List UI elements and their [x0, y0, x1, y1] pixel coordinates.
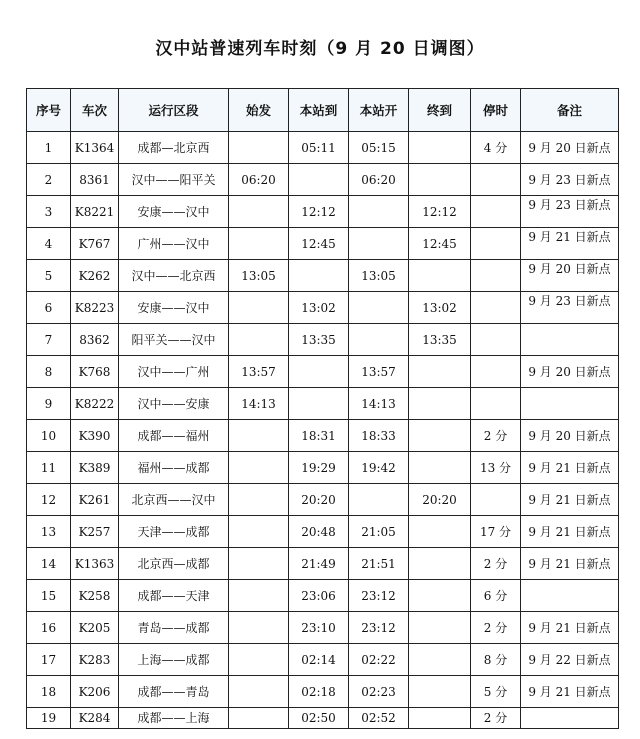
cell-stop: 8 分: [471, 644, 521, 676]
cell-remark: [521, 388, 619, 420]
cell-train: K205: [71, 612, 119, 644]
cell-train: K8222: [71, 388, 119, 420]
cell-train: K257: [71, 516, 119, 548]
cell-stop: 6 分: [471, 580, 521, 612]
table-row: [27, 452, 619, 484]
cell-terminal: [409, 708, 471, 729]
cell-remark: 9 月 21 日新点: [521, 228, 619, 260]
cell-depart: [349, 228, 409, 260]
cell-stop: [471, 356, 521, 388]
table-row: [27, 420, 619, 452]
cell-origin: [229, 132, 289, 164]
cell-arrive: 12:12: [289, 196, 349, 228]
cell-remark: 9 月 23 日新点: [521, 196, 619, 228]
cell-depart: 06:20: [349, 164, 409, 196]
cell-depart: 18:33: [349, 420, 409, 452]
cell-train: K390: [71, 420, 119, 452]
table-row: [27, 324, 619, 356]
col-header-depart: 本站开: [349, 89, 409, 132]
cell-train: K768: [71, 356, 119, 388]
cell-route: 汉中——广州: [119, 356, 229, 388]
cell-no: 1: [27, 132, 71, 164]
col-header-train: 车次: [71, 89, 119, 132]
table-row: [27, 292, 619, 324]
cell-terminal: [409, 260, 471, 292]
cell-no: 16: [27, 612, 71, 644]
cell-terminal: [409, 612, 471, 644]
cell-remark: 9 月 23 日新点: [521, 292, 619, 324]
cell-no: 10: [27, 420, 71, 452]
cell-origin: [229, 612, 289, 644]
table-row: [27, 260, 619, 292]
page-title: 汉中站普速列车时刻（9 月 20 日调图）: [155, 39, 485, 59]
table-row: [27, 388, 619, 420]
cell-origin: 13:57: [229, 356, 289, 388]
cell-origin: [229, 452, 289, 484]
cell-terminal: [409, 644, 471, 676]
cell-arrive: [289, 388, 349, 420]
cell-route: 安康——汉中: [119, 196, 229, 228]
cell-stop: 13 分: [471, 452, 521, 484]
cell-depart: [349, 324, 409, 356]
cell-remark: 9 月 22 日新点: [521, 644, 619, 676]
cell-terminal: [409, 132, 471, 164]
cell-no: 13: [27, 516, 71, 548]
cell-route: 广州——汉中: [119, 228, 229, 260]
cell-remark: 9 月 20 日新点: [521, 356, 619, 388]
cell-depart: 23:12: [349, 612, 409, 644]
cell-route: 阳平关——汉中: [119, 324, 229, 356]
cell-origin: 06:20: [229, 164, 289, 196]
table-row: [27, 676, 619, 708]
cell-no: 2: [27, 164, 71, 196]
cell-arrive: 02:14: [289, 644, 349, 676]
col-header-arrive: 本站到: [289, 89, 349, 132]
cell-no: 14: [27, 548, 71, 580]
cell-depart: 13:57: [349, 356, 409, 388]
cell-origin: [229, 292, 289, 324]
cell-stop: 2 分: [471, 420, 521, 452]
cell-no: 12: [27, 484, 71, 516]
cell-depart: [349, 292, 409, 324]
cell-arrive: 23:10: [289, 612, 349, 644]
cell-no: 8: [27, 356, 71, 388]
col-header-route: 运行区段: [119, 89, 229, 132]
cell-train: K8223: [71, 292, 119, 324]
cell-arrive: 13:02: [289, 292, 349, 324]
cell-depart: 02:23: [349, 676, 409, 708]
col-header-no: 序号: [27, 89, 71, 132]
cell-remark: 9 月 21 日新点: [521, 516, 619, 548]
col-header-remark: 备注: [521, 89, 619, 132]
cell-arrive: 19:29: [289, 452, 349, 484]
cell-no: 18: [27, 676, 71, 708]
table-row: [27, 548, 619, 580]
cell-route: 福州——成都: [119, 452, 229, 484]
cell-route: 成都——青岛: [119, 676, 229, 708]
cell-no: 11: [27, 452, 71, 484]
cell-origin: 14:13: [229, 388, 289, 420]
cell-stop: [471, 228, 521, 260]
cell-route: 青岛——成都: [119, 612, 229, 644]
cell-stop: [471, 324, 521, 356]
table-body: [27, 132, 619, 729]
cell-train: K1363: [71, 548, 119, 580]
table-row: [27, 708, 619, 729]
table-row: [27, 516, 619, 548]
cell-stop: 17 分: [471, 516, 521, 548]
cell-no: 5: [27, 260, 71, 292]
cell-stop: 4 分: [471, 132, 521, 164]
cell-arrive: 18:31: [289, 420, 349, 452]
cell-route: 汉中——北京西: [119, 260, 229, 292]
col-header-stop: 停时: [471, 89, 521, 132]
table-row: [27, 484, 619, 516]
cell-train: 8362: [71, 324, 119, 356]
cell-stop: [471, 484, 521, 516]
cell-terminal: [409, 548, 471, 580]
cell-no: 7: [27, 324, 71, 356]
cell-depart: 05:15: [349, 132, 409, 164]
table-row: [27, 164, 619, 196]
cell-terminal: [409, 676, 471, 708]
cell-remark: 9 月 21 日新点: [521, 452, 619, 484]
cell-depart: 23:12: [349, 580, 409, 612]
cell-arrive: 02:18: [289, 676, 349, 708]
cell-remark: 9 月 21 日新点: [521, 484, 619, 516]
cell-stop: [471, 260, 521, 292]
cell-terminal: [409, 420, 471, 452]
cell-depart: 21:51: [349, 548, 409, 580]
cell-remark: 9 月 21 日新点: [521, 676, 619, 708]
cell-terminal: 12:45: [409, 228, 471, 260]
cell-depart: 02:22: [349, 644, 409, 676]
cell-route: 成都——上海: [119, 708, 229, 729]
cell-route: 北京西——汉中: [119, 484, 229, 516]
cell-origin: [229, 644, 289, 676]
cell-route: 汉中——阳平关: [119, 164, 229, 196]
timetable: [26, 88, 619, 729]
cell-no: 4: [27, 228, 71, 260]
header-row: [27, 89, 619, 132]
table-row: [27, 356, 619, 388]
cell-depart: 21:05: [349, 516, 409, 548]
cell-terminal: 13:02: [409, 292, 471, 324]
cell-terminal: 12:12: [409, 196, 471, 228]
cell-origin: [229, 676, 289, 708]
cell-no: 19: [27, 708, 71, 729]
cell-route: 成都—北京西: [119, 132, 229, 164]
cell-stop: [471, 388, 521, 420]
cell-terminal: [409, 580, 471, 612]
cell-terminal: [409, 516, 471, 548]
table-row: [27, 644, 619, 676]
cell-no: 17: [27, 644, 71, 676]
cell-train: K8221: [71, 196, 119, 228]
cell-remark: 9 月 20 日新点: [521, 260, 619, 292]
cell-remark: 9 月 21 日新点: [521, 548, 619, 580]
cell-arrive: 05:11: [289, 132, 349, 164]
cell-train: 8361: [71, 164, 119, 196]
cell-origin: [229, 228, 289, 260]
table-row: [27, 580, 619, 612]
cell-terminal: 20:20: [409, 484, 471, 516]
cell-train: K284: [71, 708, 119, 729]
cell-arrive: 20:48: [289, 516, 349, 548]
cell-terminal: [409, 388, 471, 420]
cell-remark: 9 月 23 日新点: [521, 164, 619, 196]
cell-remark: 9 月 20 日新点: [521, 132, 619, 164]
cell-origin: [229, 484, 289, 516]
cell-arrive: [289, 260, 349, 292]
cell-origin: [229, 196, 289, 228]
cell-terminal: [409, 356, 471, 388]
table-row: [27, 132, 619, 164]
cell-route: 汉中——安康: [119, 388, 229, 420]
cell-stop: 5 分: [471, 676, 521, 708]
cell-stop: [471, 196, 521, 228]
cell-origin: [229, 324, 289, 356]
table-row: [27, 196, 619, 228]
cell-arrive: 12:45: [289, 228, 349, 260]
cell-no: 6: [27, 292, 71, 324]
cell-route: 上海——成都: [119, 644, 229, 676]
cell-no: 9: [27, 388, 71, 420]
cell-arrive: [289, 164, 349, 196]
cell-no: 3: [27, 196, 71, 228]
table-row: [27, 228, 619, 260]
cell-route: 北京西—成都: [119, 548, 229, 580]
cell-train: K283: [71, 644, 119, 676]
cell-train: K206: [71, 676, 119, 708]
cell-remark: 9 月 20 日新点: [521, 420, 619, 452]
cell-depart: 13:05: [349, 260, 409, 292]
cell-train: K1364: [71, 132, 119, 164]
cell-arrive: 02:50: [289, 708, 349, 729]
cell-stop: [471, 292, 521, 324]
cell-origin: [229, 548, 289, 580]
cell-remark: [521, 324, 619, 356]
cell-origin: [229, 516, 289, 548]
cell-route: 成都——福州: [119, 420, 229, 452]
cell-route: 安康——汉中: [119, 292, 229, 324]
table-row: [27, 612, 619, 644]
cell-depart: 19:42: [349, 452, 409, 484]
cell-stop: 2 分: [471, 548, 521, 580]
cell-stop: [471, 164, 521, 196]
cell-origin: 13:05: [229, 260, 289, 292]
cell-arrive: 13:35: [289, 324, 349, 356]
cell-origin: [229, 580, 289, 612]
cell-depart: [349, 484, 409, 516]
cell-train: K261: [71, 484, 119, 516]
cell-remark: 9 月 21 日新点: [521, 612, 619, 644]
cell-train: K262: [71, 260, 119, 292]
cell-depart: 14:13: [349, 388, 409, 420]
cell-arrive: 23:06: [289, 580, 349, 612]
cell-train: K767: [71, 228, 119, 260]
cell-arrive: 20:20: [289, 484, 349, 516]
cell-route: 成都——天津: [119, 580, 229, 612]
cell-remark: [521, 580, 619, 612]
cell-origin: [229, 708, 289, 729]
col-header-terminal: 终到: [409, 89, 471, 132]
cell-terminal: [409, 452, 471, 484]
cell-depart: 02:52: [349, 708, 409, 729]
cell-origin: [229, 420, 289, 452]
cell-no: 15: [27, 580, 71, 612]
cell-depart: [349, 196, 409, 228]
col-header-origin: 始发: [229, 89, 289, 132]
cell-arrive: 21:49: [289, 548, 349, 580]
cell-stop: 2 分: [471, 612, 521, 644]
cell-train: K389: [71, 452, 119, 484]
cell-route: 天津——成都: [119, 516, 229, 548]
cell-arrive: [289, 356, 349, 388]
cell-train: K258: [71, 580, 119, 612]
cell-terminal: 13:35: [409, 324, 471, 356]
cell-remark: [521, 708, 619, 729]
cell-terminal: [409, 164, 471, 196]
cell-stop: 2 分: [471, 708, 521, 729]
